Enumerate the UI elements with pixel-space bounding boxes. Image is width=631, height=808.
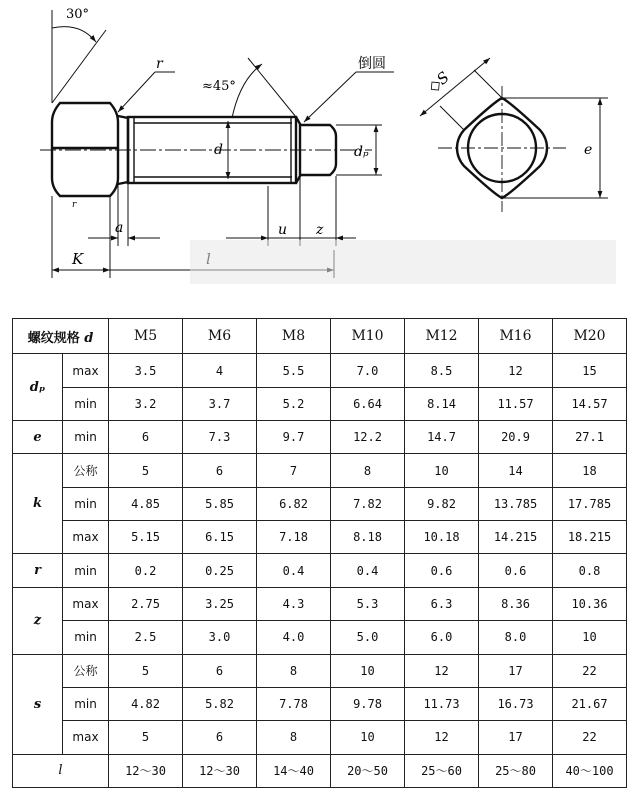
- value-cell: 4.85: [109, 487, 183, 520]
- a-label: a: [115, 220, 124, 236]
- e-label: e: [584, 142, 593, 158]
- value-cell: 3.2: [109, 387, 183, 420]
- value-cell: 18.215: [553, 521, 627, 554]
- length-symbol-cell: l: [13, 754, 109, 787]
- param-subtype-cell: min: [63, 554, 109, 587]
- value-cell: 5: [109, 654, 183, 687]
- value-cell: 2.75: [109, 587, 183, 620]
- value-cell: 6.64: [331, 387, 405, 420]
- bolt-technical-drawing: [0, 0, 631, 318]
- value-cell: 5: [109, 721, 183, 754]
- head-small-r-label: r: [72, 200, 77, 210]
- table-row: [13, 587, 627, 620]
- value-cell: 27.1: [553, 421, 627, 454]
- value-cell: 8: [331, 454, 405, 487]
- header-size: M12: [405, 319, 479, 354]
- s-label: ◇S: [424, 68, 453, 96]
- header-size: M10: [331, 319, 405, 354]
- param-subtype-cell: min: [63, 487, 109, 520]
- z-label: z: [316, 222, 324, 238]
- value-cell: 17.785: [553, 487, 627, 520]
- value-cell: 4: [183, 354, 257, 387]
- param-subtype-cell: max: [63, 587, 109, 620]
- length-range-cell: 20～50: [331, 754, 405, 787]
- a-dimension: [88, 184, 160, 246]
- s-dimension: [420, 58, 502, 130]
- param-symbol-cell: z: [13, 587, 63, 654]
- value-cell: 6.3: [405, 587, 479, 620]
- value-cell: 12: [405, 654, 479, 687]
- value-cell: 10: [405, 454, 479, 487]
- table-row: [13, 721, 627, 754]
- header-size: M20: [553, 319, 627, 354]
- value-cell: 9.7: [257, 421, 331, 454]
- param-symbol-cell: e: [13, 421, 63, 454]
- param-subtype-cell: 公称: [63, 454, 109, 487]
- value-cell: 0.2: [109, 554, 183, 587]
- k-label: K: [72, 250, 84, 268]
- value-cell: 10.36: [553, 587, 627, 620]
- angle-45-dimension: [232, 58, 296, 118]
- value-cell: 13.785: [479, 487, 553, 520]
- r-leader: [118, 72, 175, 112]
- scan-watermark-band: [190, 240, 616, 284]
- value-cell: 8.5: [405, 354, 479, 387]
- value-cell: 6: [183, 454, 257, 487]
- value-cell: 20.9: [479, 421, 553, 454]
- param-symbol-cell: r: [13, 554, 63, 587]
- value-cell: 6: [183, 721, 257, 754]
- value-cell: 11.73: [405, 687, 479, 720]
- param-subtype-cell: 公称: [63, 654, 109, 687]
- value-cell: 7.0: [331, 354, 405, 387]
- value-cell: 12: [405, 721, 479, 754]
- param-subtype-cell: min: [63, 387, 109, 420]
- value-cell: 7.82: [331, 487, 405, 520]
- angle-30-dimension: [52, 10, 106, 103]
- header-thread-spec-label: 螺纹规格: [27, 330, 80, 346]
- length-range-cell: 14～40: [257, 754, 331, 787]
- value-cell: 3.0: [183, 621, 257, 654]
- length-range-cell: 12～30: [183, 754, 257, 787]
- value-cell: 11.57: [479, 387, 553, 420]
- value-cell: 0.6: [479, 554, 553, 587]
- value-cell: 18: [553, 454, 627, 487]
- r-label: r: [156, 56, 163, 72]
- value-cell: 14.57: [553, 387, 627, 420]
- value-cell: 5.0: [331, 621, 405, 654]
- header-size: M16: [479, 319, 553, 354]
- value-cell: 12.2: [331, 421, 405, 454]
- value-cell: 3.5: [109, 354, 183, 387]
- length-range-cell: 12～30: [109, 754, 183, 787]
- param-subtype-cell: max: [63, 521, 109, 554]
- value-cell: 14.7: [405, 421, 479, 454]
- param-subtype-cell: min: [63, 421, 109, 454]
- value-cell: 6: [183, 654, 257, 687]
- value-cell: 8: [257, 721, 331, 754]
- dp-label: dₚ: [354, 144, 369, 160]
- bolt-side-view: [52, 103, 336, 196]
- header-size: M5: [109, 319, 183, 354]
- table-row: [13, 554, 627, 587]
- value-cell: 9.82: [405, 487, 479, 520]
- value-cell: 5.2: [257, 387, 331, 420]
- value-cell: 15: [553, 354, 627, 387]
- value-cell: 2.5: [109, 621, 183, 654]
- u-label: u: [278, 222, 288, 238]
- header-thread-spec-symbol: d: [84, 330, 94, 346]
- value-cell: 10.18: [405, 521, 479, 554]
- header-size: M8: [257, 319, 331, 354]
- value-cell: 4.3: [257, 587, 331, 620]
- value-cell: 7: [257, 454, 331, 487]
- value-cell: 6.0: [405, 621, 479, 654]
- table-row-length: [13, 754, 627, 787]
- header-thread-spec: [13, 319, 109, 354]
- table-row: [13, 654, 627, 687]
- value-cell: 8.18: [331, 521, 405, 554]
- value-cell: 5.82: [183, 687, 257, 720]
- length-range-cell: 25～60: [405, 754, 479, 787]
- u-z-dimension: [226, 176, 356, 246]
- value-cell: 16.73: [479, 687, 553, 720]
- value-cell: 8: [257, 654, 331, 687]
- value-cell: 10: [553, 621, 627, 654]
- value-cell: 0.4: [331, 554, 405, 587]
- value-cell: 5.5: [257, 354, 331, 387]
- value-cell: 12: [479, 354, 553, 387]
- value-cell: 8.36: [479, 587, 553, 620]
- param-subtype-cell: max: [63, 721, 109, 754]
- value-cell: 7.3: [183, 421, 257, 454]
- value-cell: 22: [553, 654, 627, 687]
- value-cell: 0.6: [405, 554, 479, 587]
- value-cell: 14.215: [479, 521, 553, 554]
- value-cell: 6.15: [183, 521, 257, 554]
- value-cell: 7.18: [257, 521, 331, 554]
- value-cell: 10: [331, 654, 405, 687]
- value-cell: 8.14: [405, 387, 479, 420]
- value-cell: 0.4: [257, 554, 331, 587]
- table-row: [13, 521, 627, 554]
- param-symbol-cell: dₚ: [13, 354, 63, 421]
- spec-table: [12, 318, 627, 788]
- fillet-leader: [304, 72, 394, 122]
- param-subtype-cell: min: [63, 621, 109, 654]
- value-cell: 6: [109, 421, 183, 454]
- table-row: [13, 387, 627, 420]
- value-cell: 22: [553, 721, 627, 754]
- bolt-head-outline: [52, 103, 118, 196]
- value-cell: 14: [479, 454, 553, 487]
- value-cell: 3.7: [183, 387, 257, 420]
- table-row: [13, 687, 627, 720]
- table-header-row: [13, 319, 627, 354]
- angle-30-label: 30°: [66, 7, 90, 22]
- value-cell: 10: [331, 721, 405, 754]
- value-cell: 4.0: [257, 621, 331, 654]
- fillet-label: 倒圆: [358, 56, 386, 72]
- value-cell: 4.82: [109, 687, 183, 720]
- d-label: d: [214, 142, 223, 158]
- header-size: M6: [183, 319, 257, 354]
- value-cell: 0.25: [183, 554, 257, 587]
- value-cell: 21.67: [553, 687, 627, 720]
- param-subtype-cell: min: [63, 687, 109, 720]
- drawing-canvas: [0, 0, 631, 318]
- value-cell: 8.0: [479, 621, 553, 654]
- length-range-cell: 25～80: [479, 754, 553, 787]
- table-row: [13, 354, 627, 387]
- angle-45-label: ≈45°: [202, 79, 236, 94]
- value-cell: 3.25: [183, 587, 257, 620]
- value-cell: 5.3: [331, 587, 405, 620]
- table-row: [13, 421, 627, 454]
- spec-table-body: [13, 319, 627, 788]
- value-cell: 5.85: [183, 487, 257, 520]
- param-symbol-cell: k: [13, 454, 63, 554]
- value-cell: 5.15: [109, 521, 183, 554]
- value-cell: 17: [479, 654, 553, 687]
- value-cell: 0.8: [553, 554, 627, 587]
- length-range-cell: 40～100: [553, 754, 627, 787]
- table-row: [13, 621, 627, 654]
- table-row: [13, 454, 627, 487]
- value-cell: 17: [479, 721, 553, 754]
- table-row: [13, 487, 627, 520]
- param-subtype-cell: max: [63, 354, 109, 387]
- value-cell: 6.82: [257, 487, 331, 520]
- value-cell: 5: [109, 454, 183, 487]
- value-cell: 7.78: [257, 687, 331, 720]
- value-cell: 9.78: [331, 687, 405, 720]
- param-symbol-cell: s: [13, 654, 63, 754]
